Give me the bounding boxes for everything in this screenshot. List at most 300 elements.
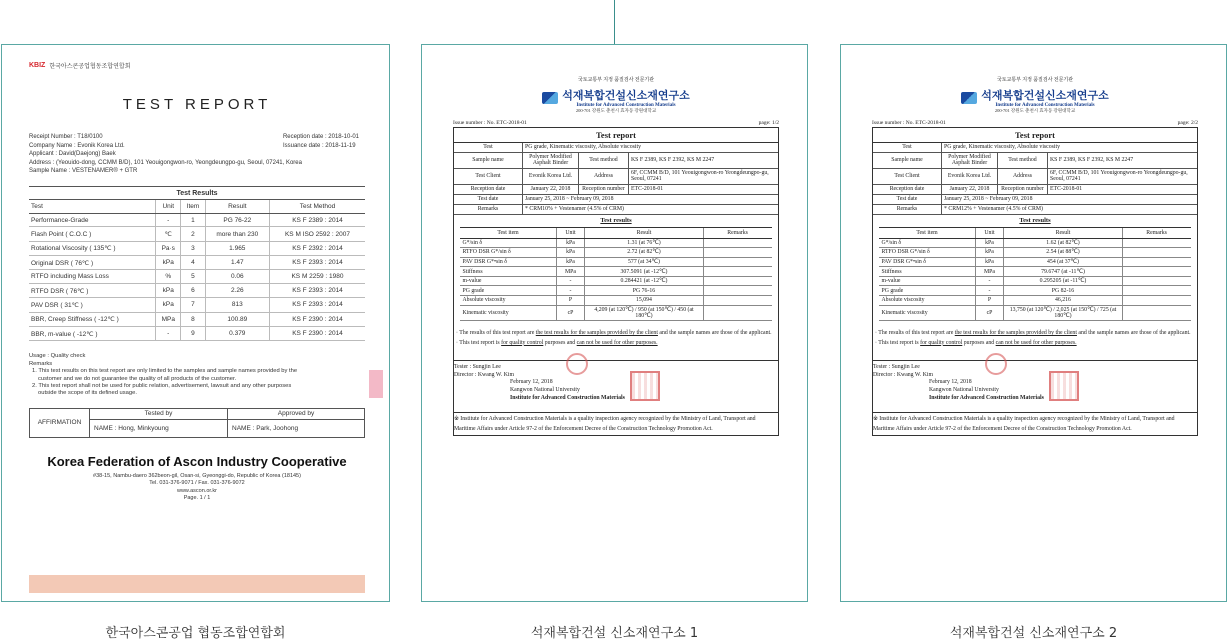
- institute-address: 200-701 강원도 춘천시 효자동 강원대학교: [575, 108, 657, 113]
- institute-signature: Institute for Advanced Construction Materials: [929, 394, 1044, 401]
- table-cell: G*/sin δ: [460, 238, 556, 248]
- table-cell: MPa: [975, 267, 1004, 277]
- table-cell: Absolute viscosity: [460, 296, 556, 306]
- table-cell: kPa: [556, 257, 585, 267]
- remarks-row: [454, 205, 778, 215]
- table-row: [460, 267, 771, 277]
- org-header: 한국아스콘공업협동조합연합회: [49, 64, 131, 70]
- results-title: Test results: [600, 216, 632, 224]
- table-cell: -: [556, 276, 585, 286]
- institute-name-en: Institute for Advanced Construction Materials: [576, 103, 676, 108]
- table-cell: 1.965: [205, 241, 269, 255]
- field-label: Address: [578, 169, 628, 184]
- table-row: [29, 213, 365, 226]
- seal-stamp: [369, 370, 383, 398]
- note-text: and the sample names are those of the applicant.: [1076, 330, 1191, 337]
- meta-dates: [283, 133, 359, 150]
- caption-iacm-1: 석재복합건설 신소재연구소 1: [530, 626, 699, 641]
- table-cell: PG 76-22: [205, 213, 269, 226]
- field-value: KS F 2389, KS F 2392, KS M 2247: [1047, 153, 1197, 168]
- table-cell: KS F 2389 : 2014: [270, 213, 366, 226]
- table-cell: BBR, Creep Stiffness ( -12℃ ): [29, 312, 156, 326]
- table-cell: m-value: [879, 276, 975, 286]
- field-label: Test method: [997, 153, 1047, 168]
- field-label: Sample name: [472, 157, 504, 163]
- table-cell: [1122, 296, 1190, 306]
- note-text: purposes and: [962, 339, 996, 346]
- table-cell: 577 (at 34℃): [585, 257, 703, 267]
- table-cell: KS F 2393 : 2014: [270, 256, 366, 270]
- table-cell: kPa: [975, 238, 1004, 248]
- note-text: and the sample names are those of the applicant.: [657, 330, 772, 337]
- table-cell: more than 230: [205, 227, 269, 241]
- table-cell: MPa: [156, 312, 181, 326]
- sample-row: [873, 153, 1197, 169]
- report-notes: [873, 329, 1197, 348]
- table-cell: [1122, 238, 1190, 248]
- approved-by-label: Approved by: [228, 409, 364, 420]
- footer-bar: [29, 575, 365, 593]
- table-row: [29, 270, 365, 283]
- table-cell: kPa: [156, 256, 181, 270]
- sample-row: [454, 153, 778, 169]
- table-row: [460, 248, 771, 258]
- meta-line: Sample Name : VESTENAMER® + GTR: [29, 168, 138, 175]
- table-cell: [703, 238, 771, 248]
- field-value: PG grade, Kinematic viscosity, Absolute viscosity: [522, 143, 778, 152]
- certificate-card-kfaic[interactable]: [1, 44, 390, 602]
- field-value: January 22, 2018: [522, 185, 578, 194]
- field-label: Test: [483, 144, 493, 150]
- table-cell: Stiffness: [460, 267, 556, 277]
- document-meta: [29, 133, 365, 176]
- accreditation-note: ※ Institute for Advanced Construction Materials is a quality inspection agency recognized by the Ministry of Land, Transport and Maritime Affairs under Article 97-2 of the Enforcement Decree of the Construction Technology Promotion Act.: [454, 412, 778, 435]
- table-row: [29, 227, 365, 241]
- field-value: January 25, 2018 ~ February 09, 2018: [522, 195, 778, 204]
- document-header: [29, 61, 365, 70]
- table-row: [460, 296, 771, 306]
- note-text: · The results of this test report are: [875, 330, 955, 337]
- table-cell: Kinematic viscosity: [460, 305, 556, 321]
- test-report-document: [29, 61, 365, 589]
- col-header: Result: [205, 199, 269, 213]
- col-header: Unit: [975, 227, 1004, 238]
- table-row: [879, 296, 1190, 306]
- table-cell: PAV DSR G*•sin δ: [879, 257, 975, 267]
- institute-logo-icon: [961, 92, 977, 104]
- contact-line: Tel. 031-376-9071 / Fax. 031-376-9072: [149, 480, 245, 487]
- note-text: · This test report is: [456, 339, 502, 346]
- table-cell: RTFO DSR ( 76℃ ): [29, 283, 156, 297]
- affirmation-box: [29, 408, 365, 438]
- field-label: Test Client: [475, 173, 501, 179]
- institute-address: 200-701 강원도 춘천시 효자동 강원대학교: [994, 108, 1076, 113]
- director-line: Director : Kwang W. Kim: [873, 371, 934, 378]
- table-cell: [703, 257, 771, 267]
- table-row: [460, 238, 771, 248]
- ministry-label: 국토교통부 지정 품질검사 전문기관: [996, 78, 1074, 83]
- col-header: Result: [1004, 227, 1122, 238]
- approver-name: NAME : Park, Joohong: [232, 424, 299, 432]
- institute-logo: [872, 87, 1198, 108]
- table-cell: 2: [181, 227, 205, 241]
- field-value: Evonik Korea Ltd.: [522, 169, 578, 184]
- table-cell: 100.89: [205, 312, 269, 326]
- table-cell: kPa: [156, 298, 181, 312]
- table-cell: KS M 2259 : 1980: [270, 270, 366, 283]
- col-header: Test: [29, 199, 156, 213]
- col-header: Test Method: [270, 199, 366, 213]
- table-cell: 15,094: [585, 296, 703, 306]
- note-underlined: the test results for the samples provided by the client: [954, 330, 1077, 337]
- table-cell: kPa: [556, 248, 585, 258]
- table-cell: 1.47: [205, 256, 269, 270]
- institute-logo: [453, 87, 779, 108]
- field-label: Remarks: [477, 206, 499, 212]
- table-cell: 1.62 (at 82℃): [1004, 238, 1122, 248]
- institute-name-kr: 석재복합건설신소재연구소: [981, 89, 1109, 102]
- remarks-row: [873, 205, 1197, 215]
- table-cell: [1122, 267, 1190, 277]
- table-cell: 7: [181, 298, 205, 312]
- results-title: Test results: [1019, 216, 1051, 224]
- table-cell: [703, 276, 771, 286]
- table-cell: KS F 2390 : 2014: [270, 326, 366, 340]
- table-cell: Stiffness: [879, 267, 975, 277]
- page-number: page: 2/2: [1177, 119, 1198, 126]
- table-cell: 9: [181, 326, 205, 340]
- report-box: [872, 128, 1198, 436]
- institute-name-en: Institute for Advanced Construction Materials: [995, 103, 1095, 108]
- client-row: [873, 169, 1197, 185]
- table-cell: G*/sin δ: [879, 238, 975, 248]
- table-cell: 79.6747 (at -11℃): [1004, 267, 1122, 277]
- tested-by-label: Tested by: [90, 409, 227, 420]
- ministry-label: 국토교통부 지정 품질검사 전문기관: [577, 78, 655, 83]
- table-row: [29, 256, 365, 270]
- field-label: Test method: [578, 153, 628, 168]
- table-cell: 4: [181, 256, 205, 270]
- results-table: [879, 227, 1190, 322]
- university-name: Kangwon National University: [510, 387, 580, 394]
- reception-row: [454, 185, 778, 195]
- field-label: Reception number: [997, 185, 1047, 194]
- kbiz-logo: KBIZ: [29, 62, 46, 69]
- table-cell: [1122, 257, 1190, 267]
- table-cell: 0.284421 (at -12℃): [585, 276, 703, 286]
- field-value: KS F 2389, KS F 2392, KS M 2247: [628, 153, 778, 168]
- table-cell: [703, 248, 771, 258]
- col-header: Remarks: [703, 227, 771, 238]
- accreditation-note: ※ Institute for Advanced Construction Materials is a quality inspection agency recognized by the Ministry of Land, Transport and Maritime Affairs under Article 97-2 of the Enforcement Decree of the Construction Technology Promotion Act.: [873, 412, 1197, 435]
- website-line: www.ascon.or.kr: [176, 487, 218, 494]
- square-seal-stamp: [1049, 371, 1079, 401]
- note-text: · This test report is: [875, 339, 921, 346]
- note-text: · The results of this test report are: [456, 330, 536, 337]
- field-value: Evonik Korea Ltd.: [941, 169, 997, 184]
- table-row: [879, 267, 1190, 277]
- note-line: [875, 339, 1197, 349]
- table-cell: 13,750 (at 120℃) / 2,025 (at 150℃) / 725 (at 180℃): [1004, 305, 1122, 321]
- table-row: [460, 305, 771, 321]
- table-cell: P: [975, 296, 1004, 306]
- table-cell: -: [975, 286, 1004, 296]
- sign-date: February 12, 2018: [929, 379, 972, 386]
- usage-line: Remarks: [29, 360, 53, 367]
- field-value: ETC-2018-01: [1047, 185, 1197, 194]
- table-cell: PG 76-16: [585, 286, 703, 296]
- table-cell: KS F 2393 : 2014: [270, 283, 366, 297]
- table-cell: 0.295205 (at -11℃): [1004, 276, 1122, 286]
- certificate-card-iacm-2[interactable]: [840, 44, 1227, 602]
- table-cell: PG 82-16: [1004, 286, 1122, 296]
- table-cell: 307.5091 (at -12℃): [585, 267, 703, 277]
- table-cell: 8: [181, 312, 205, 326]
- certificate-card-iacm-1[interactable]: [421, 44, 808, 602]
- tester-line: Tester : Sungjin Lee: [454, 364, 501, 371]
- field-label: Reception date: [889, 186, 925, 192]
- results-title: Test Results: [29, 186, 365, 197]
- field-value: * CRM10% + Vestenamer (4.5% of CRM): [522, 205, 778, 214]
- table-cell: P: [556, 296, 585, 306]
- table-cell: ℃: [156, 227, 181, 241]
- table-cell: cP: [975, 305, 1004, 321]
- sign-date: February 12, 2018: [510, 379, 553, 386]
- table-cell: [703, 305, 771, 321]
- tester-line: Tester : Sungjin Lee: [873, 364, 920, 371]
- table-cell: PG grade: [460, 286, 556, 296]
- table-cell: 2.26: [205, 283, 269, 297]
- results-table: [29, 199, 365, 341]
- table-cell: 0.06: [205, 270, 269, 283]
- table-cell: 454 (at 37℃): [1004, 257, 1122, 267]
- signature-block: [873, 360, 1197, 402]
- usage-remarks: [29, 353, 365, 397]
- usage-line: Usage : Quality check: [29, 353, 86, 360]
- institute-logo-icon: [542, 92, 558, 104]
- table-cell: -: [975, 276, 1004, 286]
- col-header: Test item: [879, 227, 975, 238]
- table-cell: 2.54 (at 88℃): [1004, 248, 1122, 258]
- issue-number: Issue number : No. ETC-2018-01: [872, 119, 946, 126]
- col-header: Result: [585, 227, 703, 238]
- note-underlined: for quality control: [501, 339, 544, 346]
- table-row: [879, 276, 1190, 286]
- field-value: PG grade, Kinematic viscosity, Absolute viscosity: [941, 143, 1197, 152]
- signature-block: [454, 360, 778, 402]
- report-title: Test report: [873, 128, 1197, 143]
- reception-row: [873, 185, 1197, 195]
- usage-line: 2. This test report shall not be used for public relation, advertisement, lawsuit and any other purposes: [32, 382, 292, 389]
- field-label: Test date: [477, 196, 499, 202]
- caption-iacm-2: 석재복합건설 신소재연구소 2: [949, 626, 1118, 641]
- meta-line: Applicant : David(Daejong) Baek: [29, 151, 116, 158]
- col-header: Test item: [460, 227, 556, 238]
- note-underlined: the test results for the samples provided by the client: [535, 330, 658, 337]
- table-row: [460, 286, 771, 296]
- table-cell: Pa·s: [156, 241, 181, 255]
- table-row: [29, 298, 365, 312]
- field-label: Address: [997, 169, 1047, 184]
- meta-line: Receipt Number : T18/0100: [29, 134, 103, 140]
- table-cell: PAV DSR ( 31℃ ): [29, 298, 156, 312]
- table-cell: [703, 267, 771, 277]
- table-row: [879, 248, 1190, 258]
- table-cell: KS F 2393 : 2014: [270, 298, 366, 312]
- note-underlined: can not be used for other purposes.: [576, 339, 658, 346]
- table-cell: 2.72 (at 82℃): [585, 248, 703, 258]
- table-cell: kPa: [156, 283, 181, 297]
- table-cell: Absolute viscosity: [879, 296, 975, 306]
- table-row: [29, 241, 365, 255]
- test-row: [454, 143, 778, 153]
- field-value: January 25, 2018 ~ February 09, 2018: [941, 195, 1197, 204]
- table-cell: -: [556, 286, 585, 296]
- field-label: Reception number: [578, 185, 628, 194]
- table-row: [460, 276, 771, 286]
- table-cell: 1.31 (at 76℃): [585, 238, 703, 248]
- field-value: Polymer Modified Asphalt Binder: [522, 153, 578, 168]
- table-cell: Rotational Viscosity ( 135℃ ): [29, 241, 156, 255]
- table-cell: KS M ISO 2592 : 2007: [270, 227, 366, 241]
- field-label: Remarks: [896, 206, 918, 212]
- col-header: Unit: [156, 199, 181, 213]
- caption-kfaic: 한국아스콘공업 협동조합연합회: [105, 626, 286, 641]
- table-cell: PG grade: [879, 286, 975, 296]
- director-line: Director : Kwang W. Kim: [454, 371, 515, 378]
- table-cell: kPa: [975, 248, 1004, 258]
- field-label: Sample name: [891, 157, 923, 163]
- usage-line: 1. This test results on this test report are only limited to the samples and sample names provided by the: [32, 368, 298, 375]
- table-row: [29, 312, 365, 326]
- table-cell: 3: [181, 241, 205, 255]
- table-cell: Flash Point ( C.O.C ): [29, 227, 156, 241]
- field-label: Test: [902, 144, 912, 150]
- meta-line: Address : (Yeouido-dong, CCMM B/D), 101 Yeouigongwon-ro, Yeongdeungpo-gu, Seoul, 07241, Korea: [29, 159, 302, 166]
- table-cell: Performance-Grade: [29, 213, 156, 226]
- testdate-row: [454, 195, 778, 205]
- table-cell: KS F 2392 : 2014: [270, 241, 366, 255]
- table-cell: RTFO DSR G*/sin δ: [460, 248, 556, 258]
- table-cell: cP: [556, 305, 585, 321]
- table-cell: [1122, 276, 1190, 286]
- table-cell: 0.379: [205, 326, 269, 340]
- usage-line: outside the scope of its defined usage.: [38, 390, 137, 397]
- table-row: [879, 257, 1190, 267]
- client-row: [454, 169, 778, 185]
- square-seal-stamp: [630, 371, 660, 401]
- table-cell: BBR, m-value ( -12℃ ): [29, 326, 156, 340]
- page-number: page: 1/2: [758, 119, 779, 126]
- organization-name: Korea Federation of Ascon Industry Cooperative: [47, 453, 347, 469]
- connector-line: [614, 0, 615, 44]
- table-row: [29, 326, 365, 340]
- table-cell: [1122, 305, 1190, 321]
- test-row: [873, 143, 1197, 153]
- document-title: TEST REPORT: [122, 96, 272, 113]
- table-cell: 5: [181, 270, 205, 283]
- field-label: Test Client: [894, 173, 920, 179]
- table-cell: [1122, 286, 1190, 296]
- results-table: [460, 227, 771, 322]
- usage-line: customer and we do not guarantee the quality of all products of the customer.: [38, 375, 237, 382]
- table-cell: MPa: [556, 267, 585, 277]
- table-row: [879, 286, 1190, 296]
- table-cell: KS F 2390 : 2014: [270, 312, 366, 326]
- meta-line: Company Name : Evonik Korea Ltd.: [29, 142, 125, 149]
- note-line: [875, 329, 1197, 339]
- table-cell: [703, 286, 771, 296]
- field-value: 6F, CCMM B/D, 101 Yeouigongwon-ro Yeongdeungpo-gu, Seoul, 07241: [1047, 169, 1197, 184]
- address-line: #38-15, Nambu-daero 362beon-gil, Osan-si, Gyeonggi-do, Republic of Korea (18145): [93, 472, 301, 479]
- organization-address: [29, 473, 365, 503]
- table-cell: 1: [181, 213, 205, 226]
- institute-name-kr: 석재복합건설신소재연구소: [562, 89, 690, 102]
- table-cell: PAV DSR G*•sin δ: [460, 257, 556, 267]
- test-report-document: [453, 80, 779, 585]
- note-line: [456, 329, 778, 339]
- col-header: Remarks: [1122, 227, 1190, 238]
- table-cell: RTFO including Mass Loss: [29, 270, 156, 283]
- note-underlined: for quality control: [920, 339, 963, 346]
- table-cell: -: [156, 213, 181, 226]
- table-row: [879, 238, 1190, 248]
- table-cell: %: [156, 270, 181, 283]
- testdate-row: [873, 195, 1197, 205]
- results-header-row: [879, 227, 1190, 238]
- note-line: [456, 339, 778, 349]
- tested-by-col: [90, 409, 227, 437]
- test-report-document: [872, 80, 1198, 585]
- col-header: Item: [181, 199, 205, 213]
- table-cell: 46,216: [1004, 296, 1122, 306]
- report-notes: [454, 329, 778, 348]
- issue-line: [453, 120, 779, 128]
- field-value: ETC-2018-01: [628, 185, 778, 194]
- field-value: January 22, 2018: [941, 185, 997, 194]
- affirmation-label: AFFIRMATION: [30, 409, 90, 437]
- table-cell: [703, 296, 771, 306]
- table-cell: 6: [181, 283, 205, 297]
- table-cell: -: [156, 326, 181, 340]
- table-cell: kPa: [556, 238, 585, 248]
- page-number: Page. 1 / 1: [183, 495, 211, 502]
- field-label: Reception date: [470, 186, 506, 192]
- note-text: purposes and: [543, 339, 577, 346]
- table-cell: Original DSR ( 76℃ ): [29, 256, 156, 270]
- table-cell: kPa: [975, 257, 1004, 267]
- table-row: [29, 283, 365, 297]
- results-header-row: [460, 227, 771, 238]
- report-box: [453, 128, 779, 436]
- issuance-date: Issuance date : 2018-11-19: [282, 142, 356, 149]
- note-underlined: can not be used for other purposes.: [995, 339, 1077, 346]
- table-cell: Kinematic viscosity: [879, 305, 975, 321]
- institute-signature: Institute for Advanced Construction Materials: [510, 394, 625, 401]
- table-row: [879, 305, 1190, 321]
- field-value: * CRM12% + Vestenamer (4.5% of CRM): [941, 205, 1197, 214]
- table-cell: 4,209 (at 120℃) / 950 (at 150℃) / 450 (at 180℃): [585, 305, 703, 321]
- issue-number: Issue number : No. ETC-2018-01: [453, 119, 527, 126]
- col-header: Unit: [556, 227, 585, 238]
- tester-name: NAME : Hong, Minkyoung: [94, 424, 169, 432]
- table-cell: m-value: [460, 276, 556, 286]
- field-label: Test date: [896, 196, 918, 202]
- report-title: Test report: [454, 128, 778, 143]
- approved-by-col: [227, 409, 364, 437]
- table-cell: RTFO DSR G*/sin δ: [879, 248, 975, 258]
- university-name: Kangwon National University: [929, 387, 999, 394]
